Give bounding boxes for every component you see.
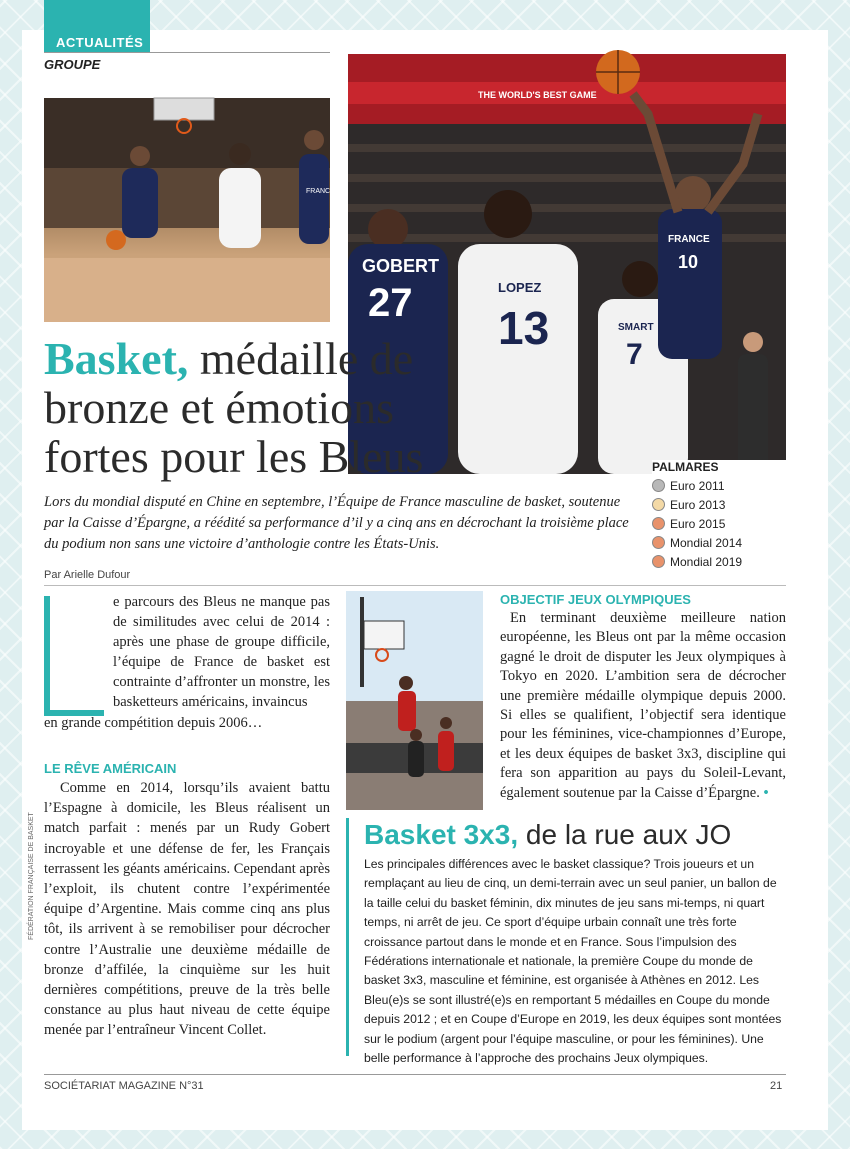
paragraph-2: Comme en 2014, lorsqu’ils avaient battu l’Espagne à domicile, les Bleus réalisent un match parfait : menés par un Rudy Gobert incroyable et une défense de fer, les Français terrassent les géants américains. Cependant après l’exploit, ils chutent contre l’expérimentée équipe d’Argentine. Mais comme cinq ans plus tôt, ils arrivent à se remobiliser pour décrocher contre l’Australie une deuxième médaille de bronze d’affilée, la cinquième sur les huit dernières compétitions, preuve de la très belle constance au plus haut niveau de cette équipe menée par l’entraîneur Vincent Collet. — [44, 780, 330, 1039]
palmares-item — [652, 552, 786, 571]
palmares-label: Euro 2011 — [670, 478, 725, 493]
top-rule — [44, 52, 330, 53]
svg-text:13: 13 — [498, 302, 550, 354]
box-accent-line — [346, 818, 349, 1056]
svg-text:LOPEZ: LOPEZ — [498, 280, 542, 295]
section-label: ACTUALITÉS — [56, 35, 144, 50]
section-tab — [44, 0, 150, 52]
subsection-label: GROUPE — [44, 57, 101, 72]
box-body: Les principales différences avec le basket classique? Trois joueurs et un remplaçant au lieu de cinq, un demi-terrain avec un seul panier, un ballon de la taille celui du basket féminin, dix minutes de jeu sans mi-temps, ni quart temps, ni arrêt de jeu. Ce sport d’équipe urbain connaît une très forte croissance partout dans le monde et en France. Sous l’impulsion des Fédérations internationale et nationale, la première Coupe du monde de basket 3x3, masculine et féminine, est organisée à Athènes en 2012. Les Bleu(e)s se sont illustré(e)s en remportant 5 médailles en Coupe du monde depuis 2012 ; et en Coupe d’Europe en 2019, les deux équipes sont montées sur le podium (argent pour l’équipe masculine, or pour les féminines). Une belle performance à l’approche des prochains Jeux olympiques. — [364, 857, 782, 1066]
photo-small-illustration — [44, 98, 335, 322]
box-title — [364, 818, 731, 852]
byline: Par Arielle Dufour — [44, 569, 131, 581]
subheading-reve-americain: LE RÊVE AMÉRICAIN — [44, 761, 177, 776]
page-number: 21 — [770, 1080, 783, 1092]
headline — [44, 334, 464, 481]
silver-medal-icon — [652, 479, 665, 492]
bronze-medal-icon — [652, 536, 665, 549]
svg-text:GOBERT: GOBERT — [362, 256, 440, 276]
photo-credit: FÉDÉRATION FRANÇAISE DE BASKET — [28, 812, 35, 940]
palmares-item — [652, 533, 786, 552]
headline-rest: médaille de bronze et émotions fortes pour les Bleus — [44, 333, 424, 482]
palmares-label: Mondial 2019 — [670, 554, 743, 569]
footer-magazine: SOCIÉTARIAT MAGAZINE N°31 — [44, 1080, 204, 1092]
box-title-accent: Basket 3x3, — [364, 819, 519, 850]
drop-cap-L — [44, 596, 104, 716]
arena-banner-text: THE WORLD'S BEST GAME — [478, 90, 597, 100]
palmares-label: Euro 2015 — [670, 516, 726, 531]
palmares-title: PALMARES — [652, 460, 719, 474]
palmares-item — [652, 476, 786, 495]
footer-rule — [44, 1074, 786, 1075]
box-title-rest: de la rue aux JO — [518, 819, 732, 850]
headline-accent: Basket, — [44, 333, 189, 384]
palmares-label: Euro 2013 — [670, 497, 726, 512]
svg-text:10: 10 — [678, 252, 699, 272]
byline-rule — [44, 585, 786, 586]
subheading-objectif-jo: OBJECTIF JEUX OLYMPIQUES — [500, 592, 691, 607]
photo-3x3-illustration — [346, 591, 483, 810]
svg-text:7: 7 — [626, 338, 643, 371]
paragraph-1-top: e parcours des Bleus ne manque pas de similitudes avec celui de 2014 : après une phase de groupe difficile, l’équipe de France de basket est contrainte d’affronter un monstre, les basketteurs américains, invaincus — [113, 594, 330, 711]
paragraph-3 — [500, 609, 786, 803]
svg-text:FRANCE: FRANCE — [668, 234, 710, 245]
bronze-medal-icon — [652, 555, 665, 568]
palmares-box — [652, 460, 786, 571]
palmares-item — [652, 514, 786, 533]
palmares-label: Mondial 2014 — [670, 535, 743, 550]
bronze-medal-icon — [652, 517, 665, 530]
photo-players-small — [44, 98, 335, 322]
palmares-item — [652, 495, 786, 514]
small-jersey-text: FRANCE — [306, 188, 335, 195]
paragraph-3-text: En terminant deuxième meilleure nation européenne, les Bleus ont par la même occasion gagné le droit de disputer les Jeux olympiques à Tokyo en 2020. L’ambition sera de décrocher une première médaille olympique depuis 2000. Si elles se qualifient, l’objectif sera identique pour les féminines, vice-championnes d’Europe, et les deux équipes de basket 3x3, discipline qui fera son apparition au pays du Soleil-Levant, également soutenue par la Caisse d’Épargne. — [500, 610, 786, 801]
end-mark-icon: • — [763, 784, 769, 801]
svg-text:SMART: SMART — [618, 322, 654, 333]
paragraph-1-bottom: en grande compétition depuis 2006… — [44, 715, 263, 731]
lead-paragraph: Lors du mondial disputé en Chine en septembre, l’Équipe de France masculine de basket, soutenue par la Caisse d’Épargne, a réédité sa performance d’il y a cinq ans en décrochant la troisième place du podium non sans une victoire d’anthologie contre les États-Unis. — [44, 494, 629, 552]
svg-text:27: 27 — [368, 281, 413, 325]
photo-3x3 — [346, 591, 483, 810]
gold-medal-icon — [652, 498, 665, 511]
